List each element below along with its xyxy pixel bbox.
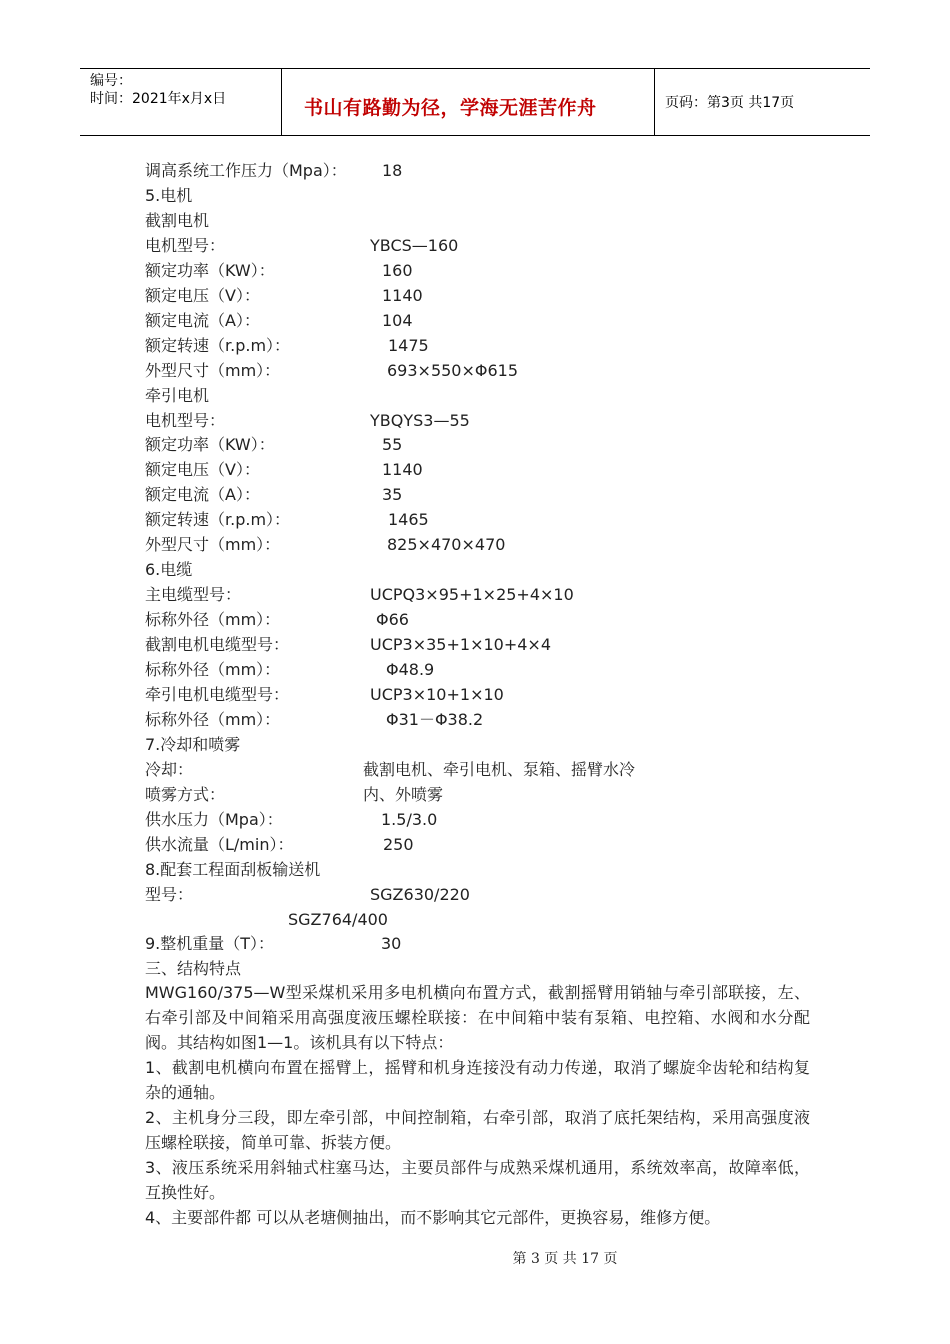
spec-label: 标称外径（mm）： [145,610,281,630]
spec-value: UCP3×35+1×10+4×4 [370,635,551,655]
spec-label: 额定功率（KW）： [145,260,275,280]
spec-value: Φ48.9 [386,660,435,679]
spec-value: 160 [382,260,413,280]
spec-label: 截割电机 [145,210,210,230]
paragraph-feature-2: 2、主机身分三段，即左牵引部，中间控制箱，右牵引部，取消了底托架结构，采用高强度液压螺栓联接，简单可靠、拆装方便。 [145,1108,810,1152]
spec-value: Φ66 [376,610,409,630]
document-code-label: 编号： [90,73,132,89]
paragraph-feature-4: 4、主要部件都 可以从老塘侧抽出，而不影响其它元部件，更换容易，维修方便。 [145,1208,721,1227]
spec-label: 额定电流（A）： [145,310,260,330]
spec-value: UCPQ3×95+1×25+4×10 [370,585,574,605]
spec-value: YBCS—160 [370,235,459,255]
spec-label: 5.电机 [145,185,193,205]
spec-label: 7.冷却和喷雾 [145,734,241,754]
spec-label: 8.配套工程面刮板输送机 [145,859,321,879]
spec-label: 标称外径（mm）： [145,709,281,729]
spec-value: 1465 [388,510,429,530]
page-header [80,68,870,136]
spec-label: 冷却： [145,759,194,779]
spec-value: SGZ764/400 [288,909,388,929]
spec-label: 牵引电机 [145,385,210,405]
document-date: 时间：2021年x月x日 [90,91,227,107]
spec-value: 693×550×Φ615 [387,360,519,380]
page-footer: 第 3 页 共 17 页 [512,1251,618,1267]
spec-value: 截割电机、牵引电机、泵箱、摇臂水冷 [363,759,636,779]
spec-label: 截割电机电缆型号： [145,635,290,655]
paragraph-feature-3: 3、液压系统采用斜轴式柱塞马达，主要员部件与成熟采煤机通用，系统效率高，故障率低，互换性好。 [145,1158,810,1202]
header-motto-cell [282,69,655,135]
motto-text: 书山有路勤为径，学海无涯苦作舟 [304,97,597,119]
spec-value: 250 [383,834,414,854]
spec-value: 内、外喷雾 [363,784,444,804]
spec-value: 1.5/3.0 [381,809,438,829]
spec-label: 电机型号： [145,410,226,430]
spec-label: 主电缆型号： [145,585,242,605]
spec-label: 额定电压（V）： [145,285,260,305]
spec-label: 额定电压（V）： [145,460,260,480]
spec-label: 额定功率（KW）： [145,435,275,455]
paragraph-feature-1: 1、截割电机横向布置在摇臂上，摇臂和机身连接没有动力传递，取消了螺旋伞齿轮和结构复杂的通轴。 [145,1058,810,1102]
header-page-cell [655,69,870,135]
spec-value: UCP3×10+1×10 [370,684,504,704]
spec-value: 1140 [382,460,423,480]
spec-value: 104 [382,310,413,330]
spec-label: 三、结构特点 [145,959,242,979]
spec-label: 外型尺寸（mm）： [145,535,281,555]
spec-label: 供水流量（L/min）： [145,834,294,854]
paragraph-structure-intro: MWG160/375—W型采煤机采用多电机横向布置方式，截割摇臂用销轴与牵引部联接，左、右牵引部及中间箱采用高强度液压螺栓联接：在中间箱中装有泵箱、电控箱、水阀和水分配阀。其结构如图1—1。该机具有以下特点： [145,983,810,1052]
spec-label: 标称外径（mm）： [145,660,281,679]
spec-label: 额定电流（A）： [145,485,260,505]
spec-value: YBQYS3—55 [370,410,470,430]
spec-value: 18 [382,161,403,180]
spec-label: 调高系统工作压力（Mpa）： [145,161,347,180]
spec-value: 30 [381,934,402,954]
spec-label: 电机型号： [145,235,226,255]
spec-label: 牵引电机电缆型号： [145,684,290,704]
spec-label: 额定转速（r.p.m）： [145,335,291,355]
spec-label: 9.整机重量（T）： [145,934,275,954]
spec-value: Φ31－Φ38.2 [386,709,484,729]
header-info-cell [80,69,282,135]
spec-label: 喷雾方式： [145,784,226,804]
spec-label: 外型尺寸（mm）： [145,360,281,380]
spec-value: 55 [382,435,403,455]
spec-value: 1140 [382,285,423,305]
spec-value: 825×470×470 [387,535,506,555]
spec-label: 额定转速（r.p.m）： [145,510,291,530]
spec-label: 型号： [145,884,194,904]
page-number-label: 页码：第3页 共17页 [665,95,795,111]
spec-label: 6.电缆 [145,560,193,580]
spec-value: 1475 [388,335,429,355]
spec-label: 供水压力（Mpa）： [145,809,283,829]
spec-value: 35 [382,485,403,505]
spec-value: SGZ630/220 [370,884,470,904]
